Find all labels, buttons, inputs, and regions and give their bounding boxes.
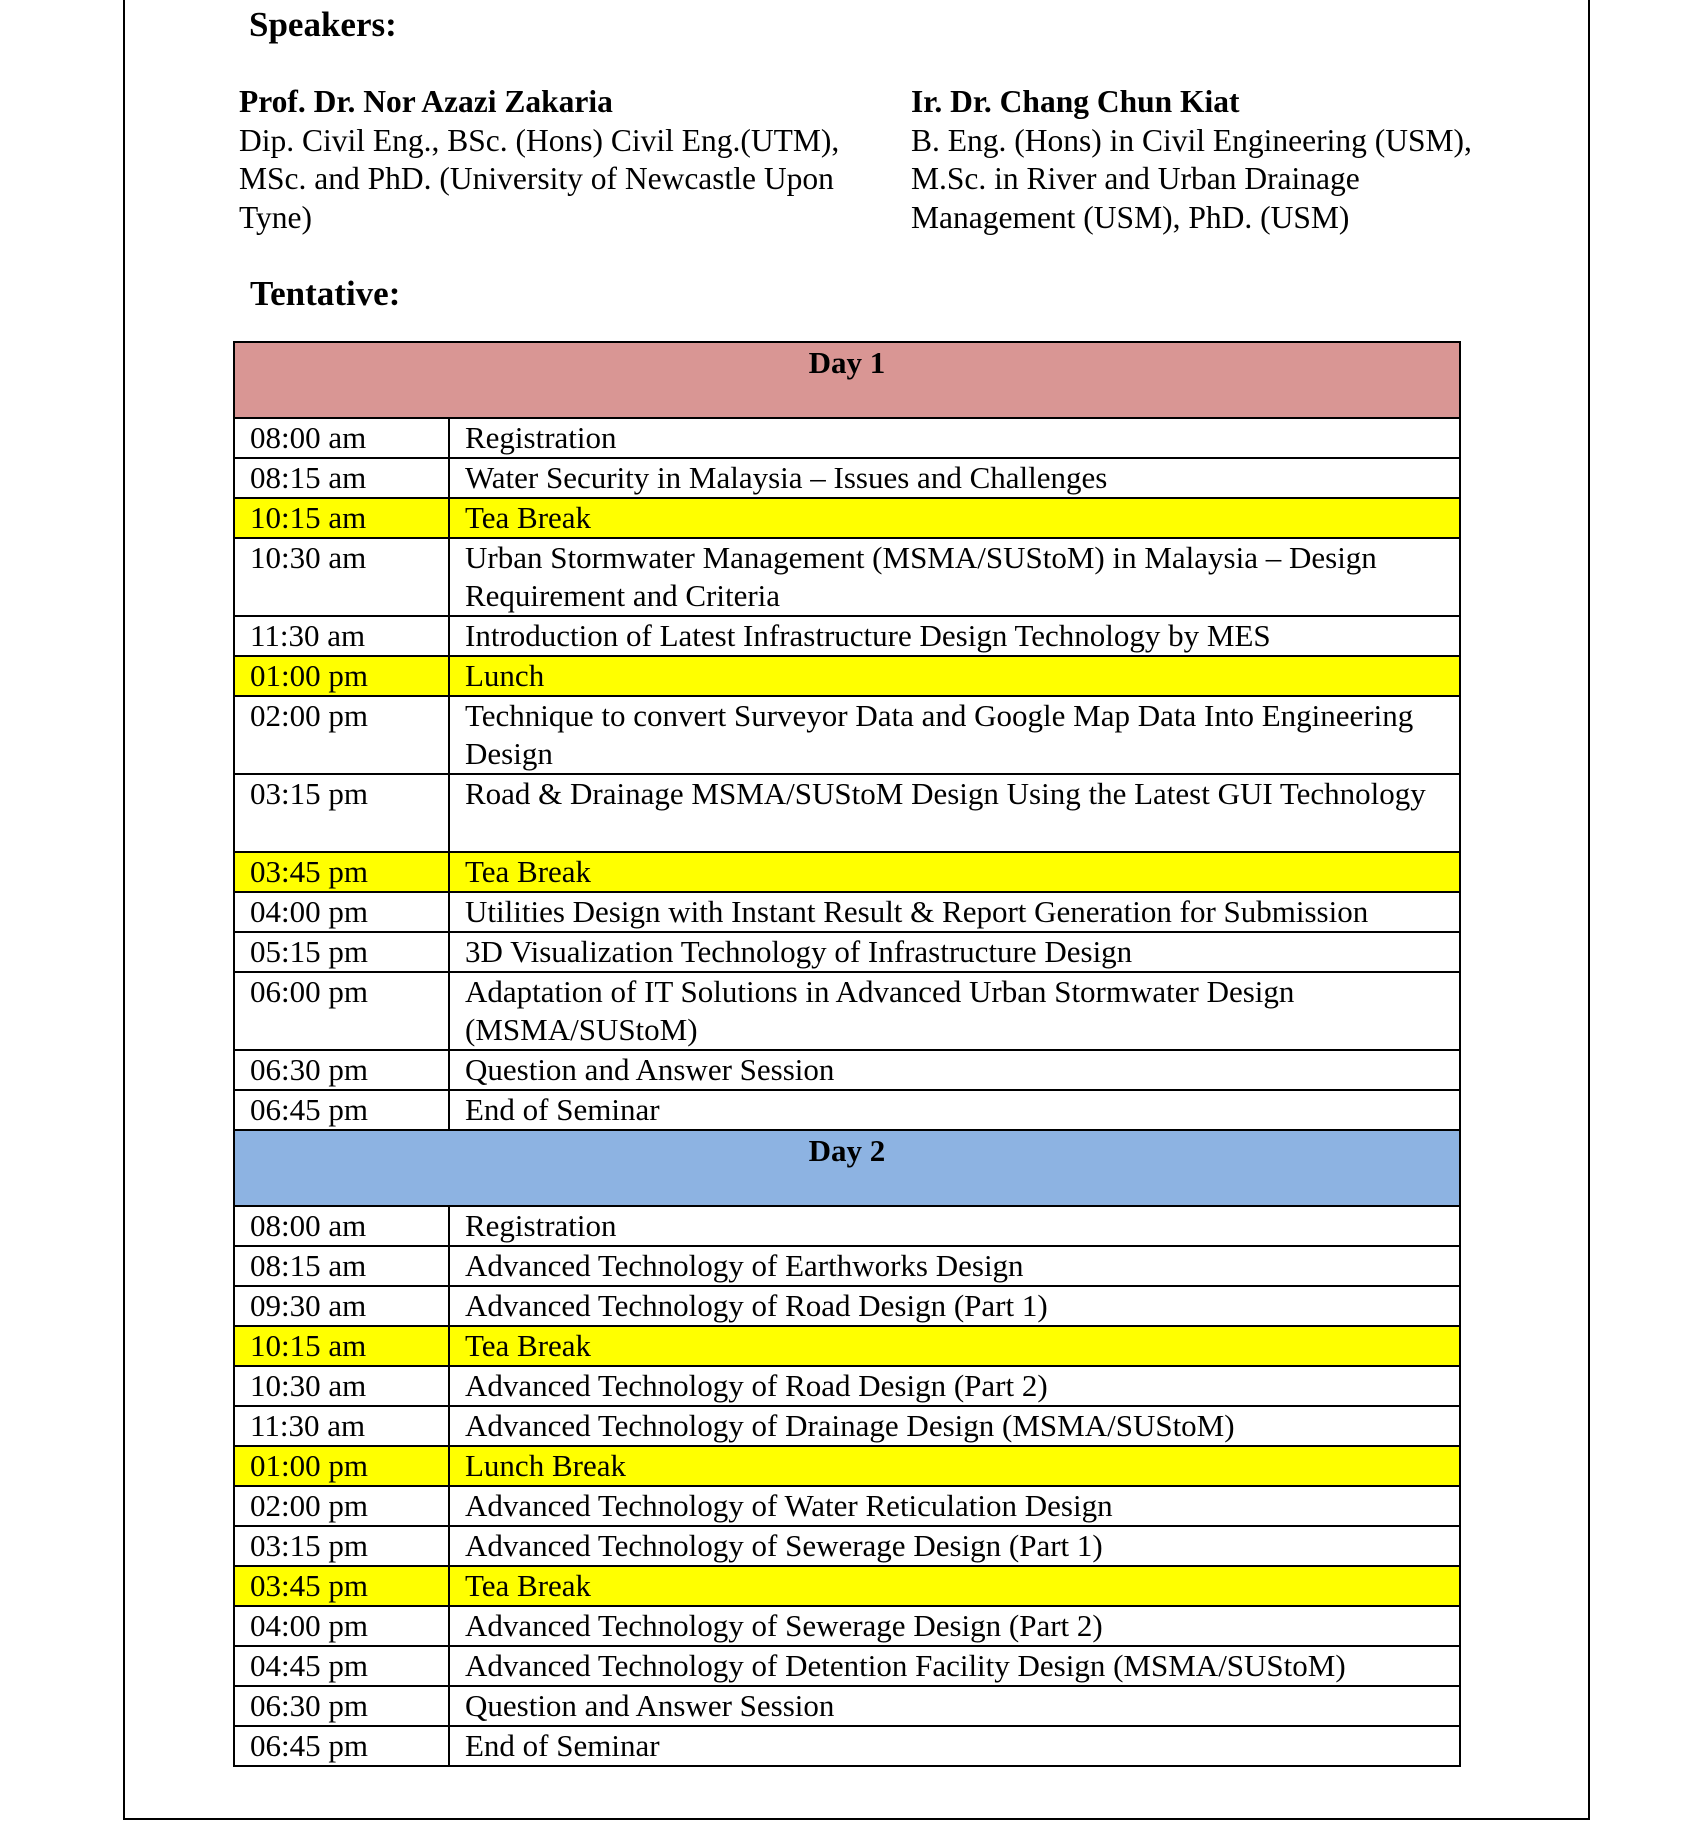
time-cell: 08:00 am [234, 418, 449, 458]
activity-cell: Water Security in Malaysia – Issues and Challenges [449, 458, 1460, 498]
activity-cell: Advanced Technology of Road Design (Part 1) [449, 1286, 1460, 1326]
day-header-row [234, 342, 1460, 418]
time-cell: 03:15 pm [234, 1526, 449, 1566]
schedule-row [234, 1486, 1460, 1526]
activity-cell: Lunch [449, 656, 1460, 696]
activity-cell: Question and Answer Session [449, 1050, 1460, 1090]
time-cell: 01:00 pm [234, 1446, 449, 1486]
schedule-row [234, 696, 1460, 774]
time-cell: 10:15 am [234, 1326, 449, 1366]
day-header-row [234, 1130, 1460, 1206]
schedule-row [234, 616, 1460, 656]
speaker-credential-line: B. Eng. (Hons) in Civil Engineering (USM), [911, 122, 1472, 158]
time-cell: 02:00 pm [234, 696, 449, 774]
schedule-table [233, 341, 1461, 1767]
activity-cell: Advanced Technology of Sewerage Design (Part 1) [449, 1526, 1460, 1566]
break-row [234, 1446, 1460, 1486]
time-cell: 11:30 am [234, 1406, 449, 1446]
speaker-credential-line: MSc. and PhD. (University of Newcastle Upon [239, 161, 834, 196]
activity-cell: Adaptation of IT Solutions in Advanced Urban Stormwater Design (MSMA/SUStoM) [449, 972, 1460, 1050]
schedule-row [234, 1090, 1460, 1130]
break-row [234, 1326, 1460, 1366]
day-title: Day 1 [808, 345, 886, 380]
time-cell: 06:45 pm [234, 1090, 449, 1130]
speaker-credential-line: Tyne) [239, 199, 313, 235]
time-cell: 06:45 pm [234, 1726, 449, 1766]
time-cell: 03:45 pm [234, 852, 449, 892]
tentative-heading: Tentative: [250, 274, 401, 313]
schedule-row [234, 1246, 1460, 1286]
day-title-cell [234, 342, 1460, 418]
schedule-row [234, 1606, 1460, 1646]
activity-cell: Urban Stormwater Management (MSMA/SUStoM) in Malaysia – Design Requirement and Criteria [449, 538, 1460, 616]
schedule-row [234, 1646, 1460, 1686]
speaker-credential-line: Dip. Civil Eng., BSc. (Hons) Civil Eng.(UTM), [239, 122, 840, 158]
speaker-card [239, 83, 889, 237]
activity-cell: End of Seminar [449, 1726, 1460, 1766]
activity-cell: Road & Drainage MSMA/SUStoM Design Using the Latest GUI Technology [449, 774, 1460, 852]
schedule-row [234, 1050, 1460, 1090]
time-cell: 08:15 am [234, 458, 449, 498]
speaker-card [911, 83, 1571, 237]
activity-cell: Advanced Technology of Road Design (Part 2) [449, 1366, 1460, 1406]
schedule-row [234, 1286, 1460, 1326]
speaker-credential-line: Management (USM), PhD. (USM) [911, 199, 1350, 235]
time-cell: 04:00 pm [234, 892, 449, 932]
time-cell: 01:00 pm [234, 656, 449, 696]
time-cell: 10:30 am [234, 1366, 449, 1406]
activity-cell: Advanced Technology of Water Reticulation Design [449, 1486, 1460, 1526]
time-cell: 04:45 pm [234, 1646, 449, 1686]
schedule-row [234, 932, 1460, 972]
schedule-row [234, 1406, 1460, 1446]
schedule-row [234, 1686, 1460, 1726]
activity-cell: Registration [449, 418, 1460, 458]
activity-cell: Tea Break [449, 852, 1460, 892]
activity-cell: Tea Break [449, 498, 1460, 538]
speaker-name: Prof. Dr. Nor Azazi Zakaria [239, 84, 613, 119]
speaker-credential-line: M.Sc. in River and Urban Drainage [911, 161, 1360, 196]
schedule-row [234, 972, 1460, 1050]
schedule-row [234, 1206, 1460, 1246]
speaker-name: Ir. Dr. Chang Chun Kiat [911, 84, 1240, 119]
schedule-body [234, 342, 1460, 1766]
activity-cell: Advanced Technology of Sewerage Design (Part 2) [449, 1606, 1460, 1646]
break-row [234, 852, 1460, 892]
activity-cell: Advanced Technology of Detention Facility Design (MSMA/SUStoM) [449, 1646, 1460, 1686]
time-cell: 05:15 pm [234, 932, 449, 972]
schedule-row [234, 538, 1460, 616]
activity-cell: Lunch Break [449, 1446, 1460, 1486]
time-cell: 03:45 pm [234, 1566, 449, 1606]
schedule-row [234, 418, 1460, 458]
time-cell: 08:00 am [234, 1206, 449, 1246]
time-cell: 03:15 pm [234, 774, 449, 852]
time-cell: 10:15 am [234, 498, 449, 538]
time-cell: 08:15 am [234, 1246, 449, 1286]
schedule-row [234, 1526, 1460, 1566]
break-row [234, 1566, 1460, 1606]
day-title-cell [234, 1130, 1460, 1206]
time-cell: 06:30 pm [234, 1050, 449, 1090]
time-cell: 11:30 am [234, 616, 449, 656]
speakers-heading: Speakers: [249, 5, 397, 44]
break-row [234, 498, 1460, 538]
activity-cell: Tea Break [449, 1566, 1460, 1606]
schedule-row [234, 1726, 1460, 1766]
schedule-row [234, 458, 1460, 498]
activity-cell: Advanced Technology of Earthworks Design [449, 1246, 1460, 1286]
schedule-row [234, 1366, 1460, 1406]
activity-cell: Utilities Design with Instant Result & Report Generation for Submission [449, 892, 1460, 932]
time-cell: 06:30 pm [234, 1686, 449, 1726]
activity-cell: Registration [449, 1206, 1460, 1246]
activity-cell: 3D Visualization Technology of Infrastructure Design [449, 932, 1460, 972]
schedule-row [234, 892, 1460, 932]
day-title: Day 2 [808, 1133, 886, 1168]
time-cell: 09:30 am [234, 1286, 449, 1326]
activity-cell: Introduction of Latest Infrastructure Design Technology by MES [449, 616, 1460, 656]
break-row [234, 656, 1460, 696]
schedule-row [234, 774, 1460, 852]
activity-cell: Question and Answer Session [449, 1686, 1460, 1726]
time-cell: 04:00 pm [234, 1606, 449, 1646]
time-cell: 06:00 pm [234, 972, 449, 1050]
activity-cell: End of Seminar [449, 1090, 1460, 1130]
activity-cell: Advanced Technology of Drainage Design (MSMA/SUStoM) [449, 1406, 1460, 1446]
activity-cell: Technique to convert Surveyor Data and Google Map Data Into Engineering Design [449, 696, 1460, 774]
time-cell: 10:30 am [234, 538, 449, 616]
time-cell: 02:00 pm [234, 1486, 449, 1526]
activity-cell: Tea Break [449, 1326, 1460, 1366]
